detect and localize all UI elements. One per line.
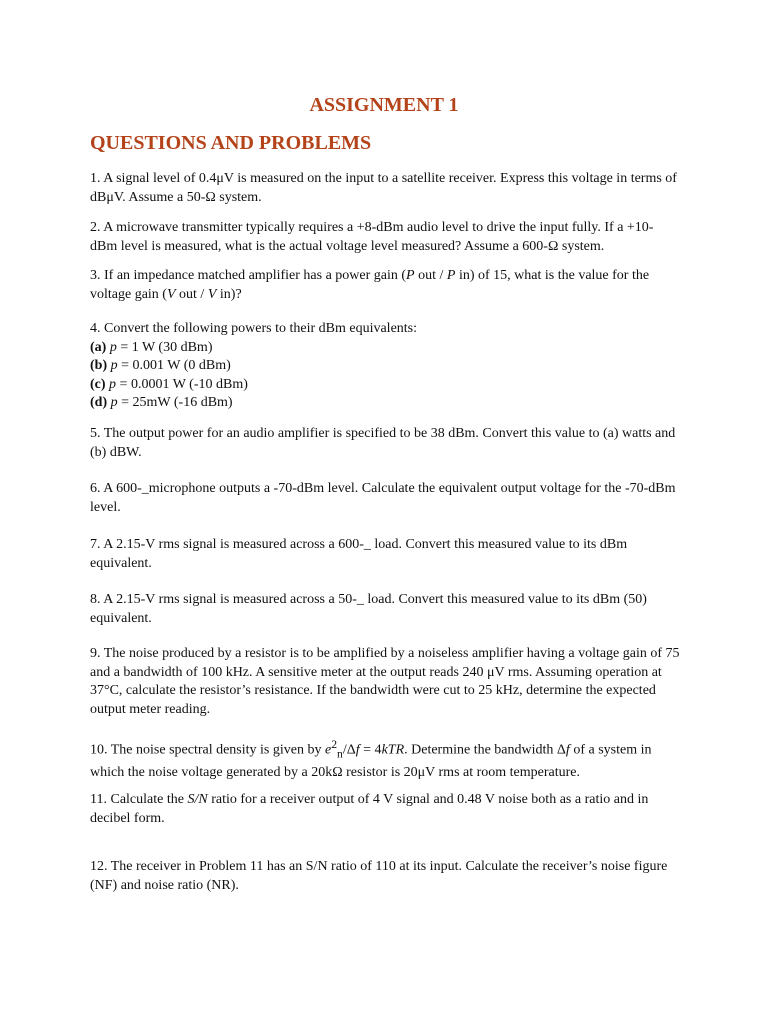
q10-part-g: of a system in which the noise voltage generated by a 20kΩ resistor is 20μV rms at room temperature.: [90, 742, 652, 780]
q4-item-value: = 25mW (-16 dBm): [117, 395, 233, 410]
q10-part-c: = 4: [359, 742, 382, 758]
question-4: [90, 320, 680, 413]
q10-part-a: 10. The noise spectral density is given by: [90, 742, 325, 758]
q11-sn: S/N: [187, 792, 208, 807]
q11-part-b: ratio for a receiver output of 4 V signal and 0.48 V noise both as a ratio and in decibel form.: [90, 792, 649, 826]
question-6: 6. A 600-_microphone outputs a -70-dBm level. Calculate the equivalent output voltage for the -70-dBm level.: [90, 481, 676, 515]
q4-item-b: [90, 357, 680, 376]
question-5: 5. The output power for an audio amplifier is specified to be 38 dBm. Convert this value to (a) watts and (b) dBW.: [90, 426, 676, 460]
q4-item-label: (a): [90, 339, 107, 355]
q10-var-e: e: [324, 742, 332, 758]
q10-part-b: /Δ: [342, 742, 356, 758]
q3-part-c: in) of 15, what is the value for the voltage gain (: [90, 268, 650, 302]
q10-var-f2: f: [565, 742, 570, 758]
q3-var-p-in: P: [446, 268, 456, 283]
q10-part-d: . Determine the bandwidth Δ: [404, 742, 566, 758]
question-9: 9. The noise produced by a resistor is to be amplified by a noiseless amplifier having a voltage gain of 75 and a bandwidth of 100 kHz. A sensitive meter at the output reads 240 μV rms. Assuming operation at 37°C, calculate the resistor’s resistance. If the bandwidth were cut to 25 kHz, determine the expected output meter reading.: [90, 646, 680, 717]
q4-item-var: p: [109, 376, 117, 392]
q4-item-var: p: [110, 358, 118, 373]
q4-item-label: (b): [90, 358, 108, 373]
q3-var-p-out: P: [406, 268, 415, 283]
q3-part-e: in)?: [216, 286, 242, 302]
q10-var-f: f: [355, 742, 360, 758]
q3-part-a: 3. If an impedance matched amplifier has a power gain (: [90, 268, 407, 283]
question-7: 7. A 2.15-V rms signal is measured across a 600-_ load. Convert this measured value to its dBm equivalent.: [90, 537, 628, 571]
q4-item-var: p: [110, 395, 118, 410]
q4-item-a: [90, 339, 680, 358]
q3-var-v-in: V: [207, 286, 217, 302]
assignment-title: ASSIGNMENT 1: [309, 94, 459, 116]
q3-var-v-out: V: [166, 286, 176, 302]
q10-var-ktr: kTR: [381, 742, 405, 758]
q4-item-value: = 0.001 W (0 dBm): [117, 358, 231, 373]
question-2: 2. A microwave transmitter typically requires a +8-dBm audio level to drive the input fully. If a +10-dBm level is measured, what is the actual voltage level measured? Assume a 600-Ω system.: [90, 220, 654, 254]
question-12: 12. The receiver in Problem 11 has an S/N ratio of 110 at its input. Calculate the receiver’s noise figure (NF) and noise ratio (NR).: [90, 859, 668, 893]
q4-item-label: (c): [90, 376, 106, 392]
q4-item-value: = 0.0001 W (-10 dBm): [116, 376, 248, 392]
q4-item-var: p: [109, 339, 117, 355]
section-heading: QUESTIONS AND PROBLEMS: [90, 132, 372, 154]
q10-superscript: 2: [331, 738, 338, 751]
q10-subscript: n: [337, 747, 343, 761]
q3-part-b: out /: [414, 268, 447, 283]
question-11: [90, 791, 680, 828]
question-10: [90, 736, 680, 782]
q3-part-d: out /: [175, 286, 208, 302]
q4-item-value: = 1 W (30 dBm): [116, 339, 213, 355]
q4-item-label: (d): [90, 395, 108, 410]
question-8: 8. A 2.15-V rms signal is measured across a 50-_ load. Convert this measured value to its dBm (50) equivalent.: [90, 592, 647, 626]
question-1: 1. A signal level of 0.4μV is measured on the input to a satellite receiver. Express this voltage in terms of dBμV. Assume a 50-Ω system.: [90, 171, 677, 205]
q4-item-c: [90, 376, 680, 395]
q4-item-d: [90, 394, 680, 413]
q4-intro: 4. Convert the following powers to their dBm equivalents:: [90, 321, 418, 336]
question-3: [90, 267, 680, 304]
q11-part-a: 11. Calculate the: [90, 792, 188, 807]
